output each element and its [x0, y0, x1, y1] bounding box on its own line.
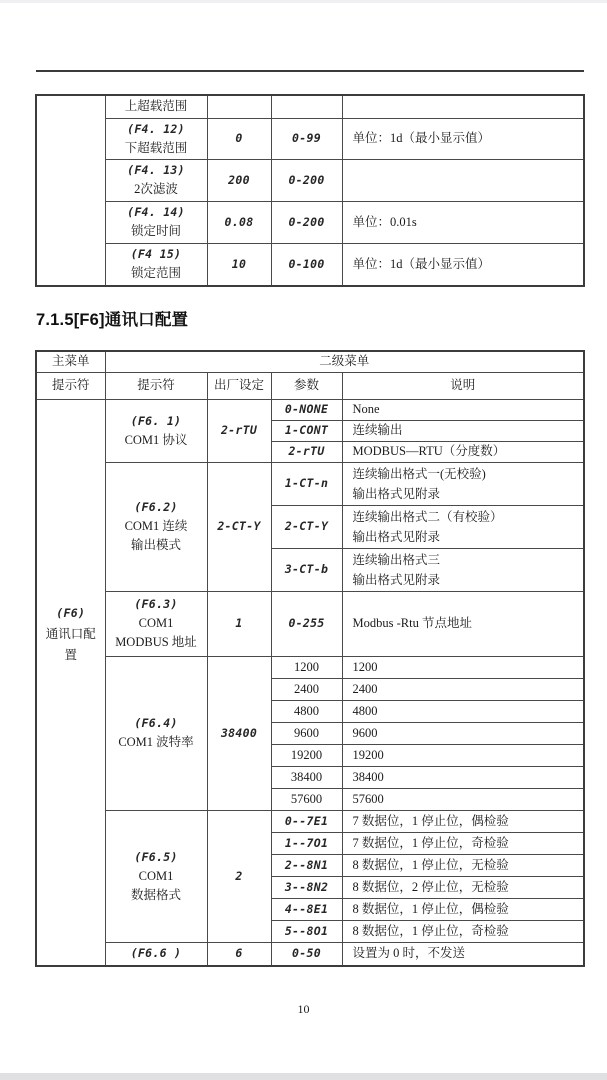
param-cell: 0-NONE: [271, 399, 342, 420]
description-line: 输出格式见附录: [352, 486, 441, 501]
param-cell: 4--8E1: [271, 898, 342, 920]
factory-default-cell: 2: [207, 810, 271, 942]
factory-default-cell: 0.08: [207, 201, 271, 243]
prompt-cell: [105, 591, 207, 656]
table-row: [36, 656, 584, 678]
description-line: 输出格式见附录: [352, 529, 441, 544]
prompt-code: (F4. 13): [127, 163, 185, 177]
prompt-cell: [105, 118, 207, 159]
description-cell: 8 数据位，2 停止位，无检验: [342, 876, 584, 898]
prompt-label: COM1 协议: [124, 432, 188, 447]
page-number: 10: [297, 1002, 310, 1016]
description-line: 输出格式见附录: [352, 572, 441, 587]
prompt-code: (F4 15): [130, 247, 182, 262]
page-bottom-edge: [0, 1073, 607, 1080]
header-rule: [36, 70, 584, 72]
prompt-label: MODBUS 地址: [115, 635, 197, 649]
prompt-code: (F6.4): [134, 716, 178, 730]
prompt-label: 2次滤波: [134, 182, 178, 196]
description-line: 连续输出格式二（有校验）: [352, 509, 503, 524]
table-row: [36, 118, 584, 159]
param-cell: 2400: [271, 678, 342, 700]
description-line: 连续输出格式一(无校验): [352, 466, 486, 481]
description-cell: 57600: [342, 788, 584, 810]
description-cell: [342, 505, 584, 548]
description-cell: 设置为 0 时，不发送: [342, 942, 584, 966]
table-row: [36, 399, 584, 420]
description-cell: None: [342, 399, 584, 420]
prompt-label: 输出模式: [130, 538, 181, 552]
param-cell: 1-CT-n: [271, 462, 342, 505]
param-cell: 1--7O1: [271, 832, 342, 854]
prompt-label: COM1 连续: [124, 519, 188, 533]
prompt-code: (F4. 14): [127, 205, 185, 219]
main-menu-cell-empty: [36, 95, 105, 286]
factory-default-cell: 10: [207, 243, 271, 286]
param-cell: 0-200: [271, 159, 342, 201]
header-factory-default: 出厂设定: [207, 372, 271, 399]
header-secondary-menu: 二级菜单: [105, 351, 584, 372]
prompt-code: (F6.6 ): [130, 946, 182, 961]
prompt-code: (F6.5): [134, 849, 178, 864]
description-cell: 单位：0.01s: [342, 201, 584, 243]
factory-default-cell: [207, 95, 271, 118]
section-heading: 7.1.5[F6]通讯口配置: [36, 311, 189, 329]
prompt-cell: [105, 399, 207, 462]
prompt-cell: [105, 201, 207, 243]
prompt-code: (F6. 1): [130, 413, 182, 428]
header-prompt-left: 提示符: [36, 372, 105, 399]
prompt-cell: [105, 942, 207, 966]
description-cell: 4800: [342, 700, 584, 722]
param-cell: 0-255: [271, 591, 342, 656]
prompt-code: (F6.3): [134, 597, 178, 611]
description-cell: 7 数据位，1 停止位，偶检验: [342, 810, 584, 832]
param-cell: 5--8O1: [271, 920, 342, 942]
prompt-label: COM1: [138, 868, 174, 883]
description-cell: [342, 159, 584, 201]
param-cell: 19200: [271, 744, 342, 766]
header-param: 参数: [271, 372, 342, 399]
table-row: [36, 243, 584, 286]
prompt-cell: [105, 462, 207, 591]
prompt-label: 锁定范围: [130, 266, 181, 281]
description-cell: 8 数据位，1 停止位，无检验: [342, 854, 584, 876]
header-main-menu: 主菜单: [36, 351, 105, 372]
prompt-label: 锁定时间: [130, 224, 181, 238]
factory-default-cell: 38400: [207, 656, 271, 810]
description-cell: 2400: [342, 678, 584, 700]
param-cell: 9600: [271, 722, 342, 744]
prompt-label: 上超载范围: [124, 99, 188, 114]
description-cell: MODBUS—RTU（分度数）: [342, 441, 584, 462]
param-cell: 57600: [271, 788, 342, 810]
main-menu-label: 通讯口配: [45, 627, 96, 642]
factory-default-cell: 6: [207, 942, 271, 966]
param-cell: 0-100: [271, 243, 342, 286]
param-cell: 1200: [271, 656, 342, 678]
description-cell: 7 数据位，1 停止位，奇检验: [342, 832, 584, 854]
header-description: 说明: [342, 372, 584, 399]
table-row: [36, 159, 584, 201]
prompt-label: COM1 波特率: [118, 735, 194, 749]
main-menu-label: 置: [64, 648, 77, 663]
description-cell: 19200: [342, 744, 584, 766]
factory-default-cell: 2-rTU: [207, 399, 271, 462]
prompt-cell: [105, 656, 207, 810]
prompt-label: COM1: [138, 616, 174, 630]
description-cell: [342, 548, 584, 591]
description-cell: [342, 462, 584, 505]
page-top-edge: [0, 0, 607, 3]
prompt-code: (F4. 12): [127, 121, 185, 136]
description-cell: 1200: [342, 656, 584, 678]
param-cell: 0--7E1: [271, 810, 342, 832]
table-row: [36, 810, 584, 832]
description-cell: 连续输出: [342, 420, 584, 441]
main-menu-code: (F6): [56, 606, 86, 621]
prompt-cell: [105, 159, 207, 201]
description-cell: 38400: [342, 766, 584, 788]
prompt-label: 下超载范围: [124, 140, 188, 155]
prompt-cell: [105, 95, 207, 118]
description-cell: 8 数据位，1 停止位，偶检验: [342, 898, 584, 920]
f4-table: [35, 94, 585, 287]
factory-default-cell: 2-CT-Y: [207, 462, 271, 591]
prompt-cell: [105, 243, 207, 286]
param-cell: 1-CONT: [271, 420, 342, 441]
param-cell: 3--8N2: [271, 876, 342, 898]
table-header-row: [36, 351, 584, 372]
param-cell: 2--8N1: [271, 854, 342, 876]
param-cell: 38400: [271, 766, 342, 788]
param-cell: 0-200: [271, 201, 342, 243]
table-row: [36, 462, 584, 505]
table-row: [36, 591, 584, 656]
description-cell: 8 数据位，1 停止位，奇检验: [342, 920, 584, 942]
description-line: 连续输出格式三: [352, 552, 441, 567]
table-header-row: [36, 372, 584, 399]
param-cell: 3-CT-b: [271, 548, 342, 591]
description-cell: [342, 95, 584, 118]
prompt-code: (F6.2): [134, 500, 178, 514]
param-cell: 2-CT-Y: [271, 505, 342, 548]
factory-default-cell: 1: [207, 591, 271, 656]
f6-table: [35, 350, 585, 967]
param-cell: 2-rTU: [271, 441, 342, 462]
prompt-cell: [105, 810, 207, 942]
factory-default-cell: 200: [207, 159, 271, 201]
param-cell: 0-99: [271, 118, 342, 159]
header-prompt: 提示符: [105, 372, 207, 399]
description-cell: Modbus -Rtu 节点地址: [342, 591, 584, 656]
factory-default-cell: 0: [207, 118, 271, 159]
param-cell: 0-50: [271, 942, 342, 966]
table-row: [36, 942, 584, 966]
param-cell: [271, 95, 342, 118]
description-cell: 单位：1d（最小显示值）: [342, 118, 584, 159]
table-row: [36, 201, 584, 243]
prompt-label: 数据格式: [130, 887, 181, 902]
main-menu-cell: [36, 399, 105, 966]
description-cell: 9600: [342, 722, 584, 744]
param-cell: 4800: [271, 700, 342, 722]
description-cell: 单位：1d（最小显示值）: [342, 243, 584, 286]
table-row: [36, 95, 584, 118]
